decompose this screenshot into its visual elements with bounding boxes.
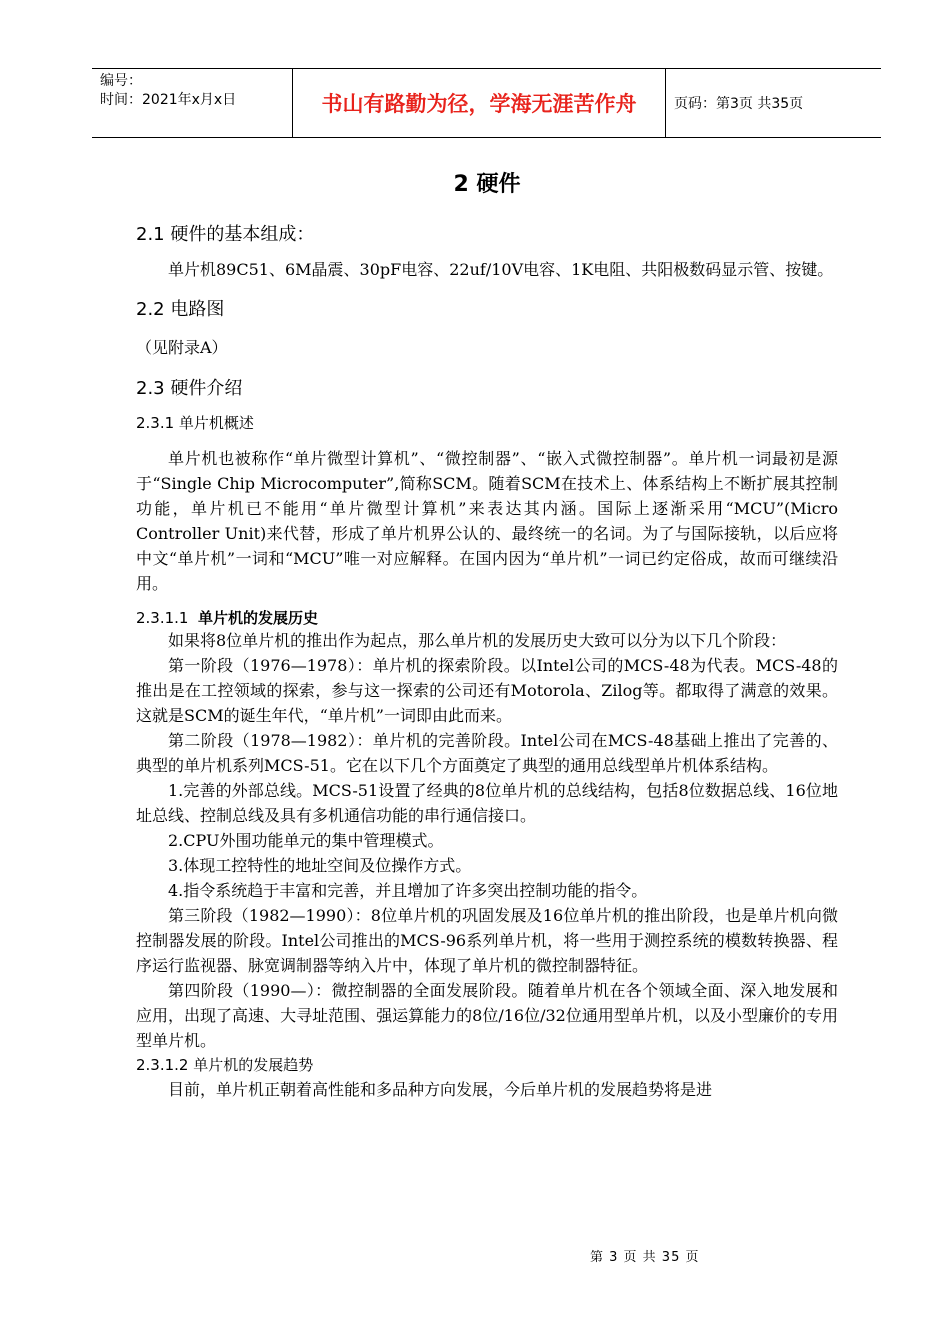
header-motto: 书山有路勤为径，学海无涯苦作舟 (321, 92, 637, 116)
paragraph-history: 4.指令系统趋于丰富和完善，并且增加了许多突出控制功能的指令。 (168, 881, 648, 900)
paragraph-trend: 目前，单片机正朝着高性能和多品种方向发展，今后单片机的发展趋势将是进 (168, 1080, 713, 1099)
document-body (136, 168, 838, 1102)
header-meta (92, 69, 292, 137)
paragraph-history: 如果将8位单片机的推出作为起点，那么单片机的发展历史大致可以分为以下几个阶段： (168, 631, 787, 650)
section-heading-2-3: 2.3 硬件介绍 (136, 378, 243, 399)
section-heading-2-3-1-2: 2.3.1.2 单片机的发展趋势 (136, 1056, 314, 1074)
paragraph-history: 第一阶段（1976—1978）：单片机的探索阶段。以Intel公司的MCS-48为代表。MCS-48的推出是在工控领域的探索，参与这一探索的公司还有Motorola、Zilog等。都取得了满意的效果。这就是SCM的诞生年代，“单片机”一词即由此而来。 (136, 656, 838, 725)
number-label: 编号： (100, 73, 142, 89)
heading-number: 2.3.1.1 (136, 609, 189, 627)
section-heading-2-3-1-1 (136, 607, 838, 628)
paragraph-history: 第三阶段（1982—1990）：8位单片机的巩固发展及16位单片机的推出阶段，也是单片机向微控制器发展的阶段。Intel公司推出的MCS-96系列单片机，将一些用于测控系统的模数转换器、程序运行监视器、脉宽调制器等纳入片中，体现了单片机的微控制器特征。 (136, 906, 838, 975)
section-heading-2-2: 2.2 电路图 (136, 299, 225, 320)
paragraph-history: 第四阶段（1990—）：微控制器的全面发展阶段。随着单片机在各个领域全面、深入地发展和应用，出现了高速、大寻址范围、强运算能力的8位/16位/32位通用型单片机，以及小型廉价的专用型单片机。 (136, 981, 838, 1050)
paragraph-history: 3.体现工控特性的地址空间及位操作方式。 (168, 856, 472, 875)
time-label: 时间：2021年x月x日 (100, 92, 237, 108)
paragraph-history: 第二阶段（1978—1982）：单片机的完善阶段。Intel公司在MCS-48基础上推出了完善的、典型的单片机系列MCS-51。它在以下几个方面奠定了典型的通用总线型单片机体系结构。 (136, 731, 838, 775)
paragraph-history: 2.CPU外围功能单元的集中管理模式。 (168, 831, 444, 850)
paragraph-see-appendix: （见附录A） (136, 338, 228, 357)
chapter-title: 2 硬件 (453, 172, 521, 197)
section-heading-2-3-1: 2.3.1 单片机概述 (136, 414, 254, 432)
document-header (92, 68, 881, 138)
paragraph-components: 单片机89C51、6M晶震、30pF电容、22uf/10V电容、1K电阻、共阳极数码显示管、按键。 (168, 260, 834, 279)
paragraph-overview: 单片机也被称作“单片微型计算机”、“微控制器”、“嵌入式微控制器”。单片机一词最初是源于“Single Chip Microcomputer”,简称SCM。随着SCM在技术上、体系结构上不断扩展其控制功能，单片机已不能用“单片微型计算机”来表达其内涵。国际上逐渐采用“MCU”(Micro Controller Unit)来代替，形成了单片机界公认的、最终统一的名词。为了与国际接轨，以后应将中文“单片机”一词和“MCU”唯一对应解释。在国内因为“单片机”一词已约定俗成，故而可继续沿用。 (136, 449, 838, 593)
header-divider (665, 69, 666, 137)
header-page-info: 页码：第3页 共35页 (674, 96, 804, 112)
heading-text: 单片机的发展历史 (198, 609, 319, 627)
section-heading-2-1: 2.1 硬件的基本组成： (136, 224, 315, 245)
page-footer: 第 3 页 共 35 页 (590, 1250, 700, 1265)
paragraph-history: 1.完善的外部总线。MCS-51设置了经典的8位单片机的总线结构，包括8位数据总线、16位地址总线、控制总线及具有多机通信功能的串行通信接口。 (136, 781, 838, 825)
